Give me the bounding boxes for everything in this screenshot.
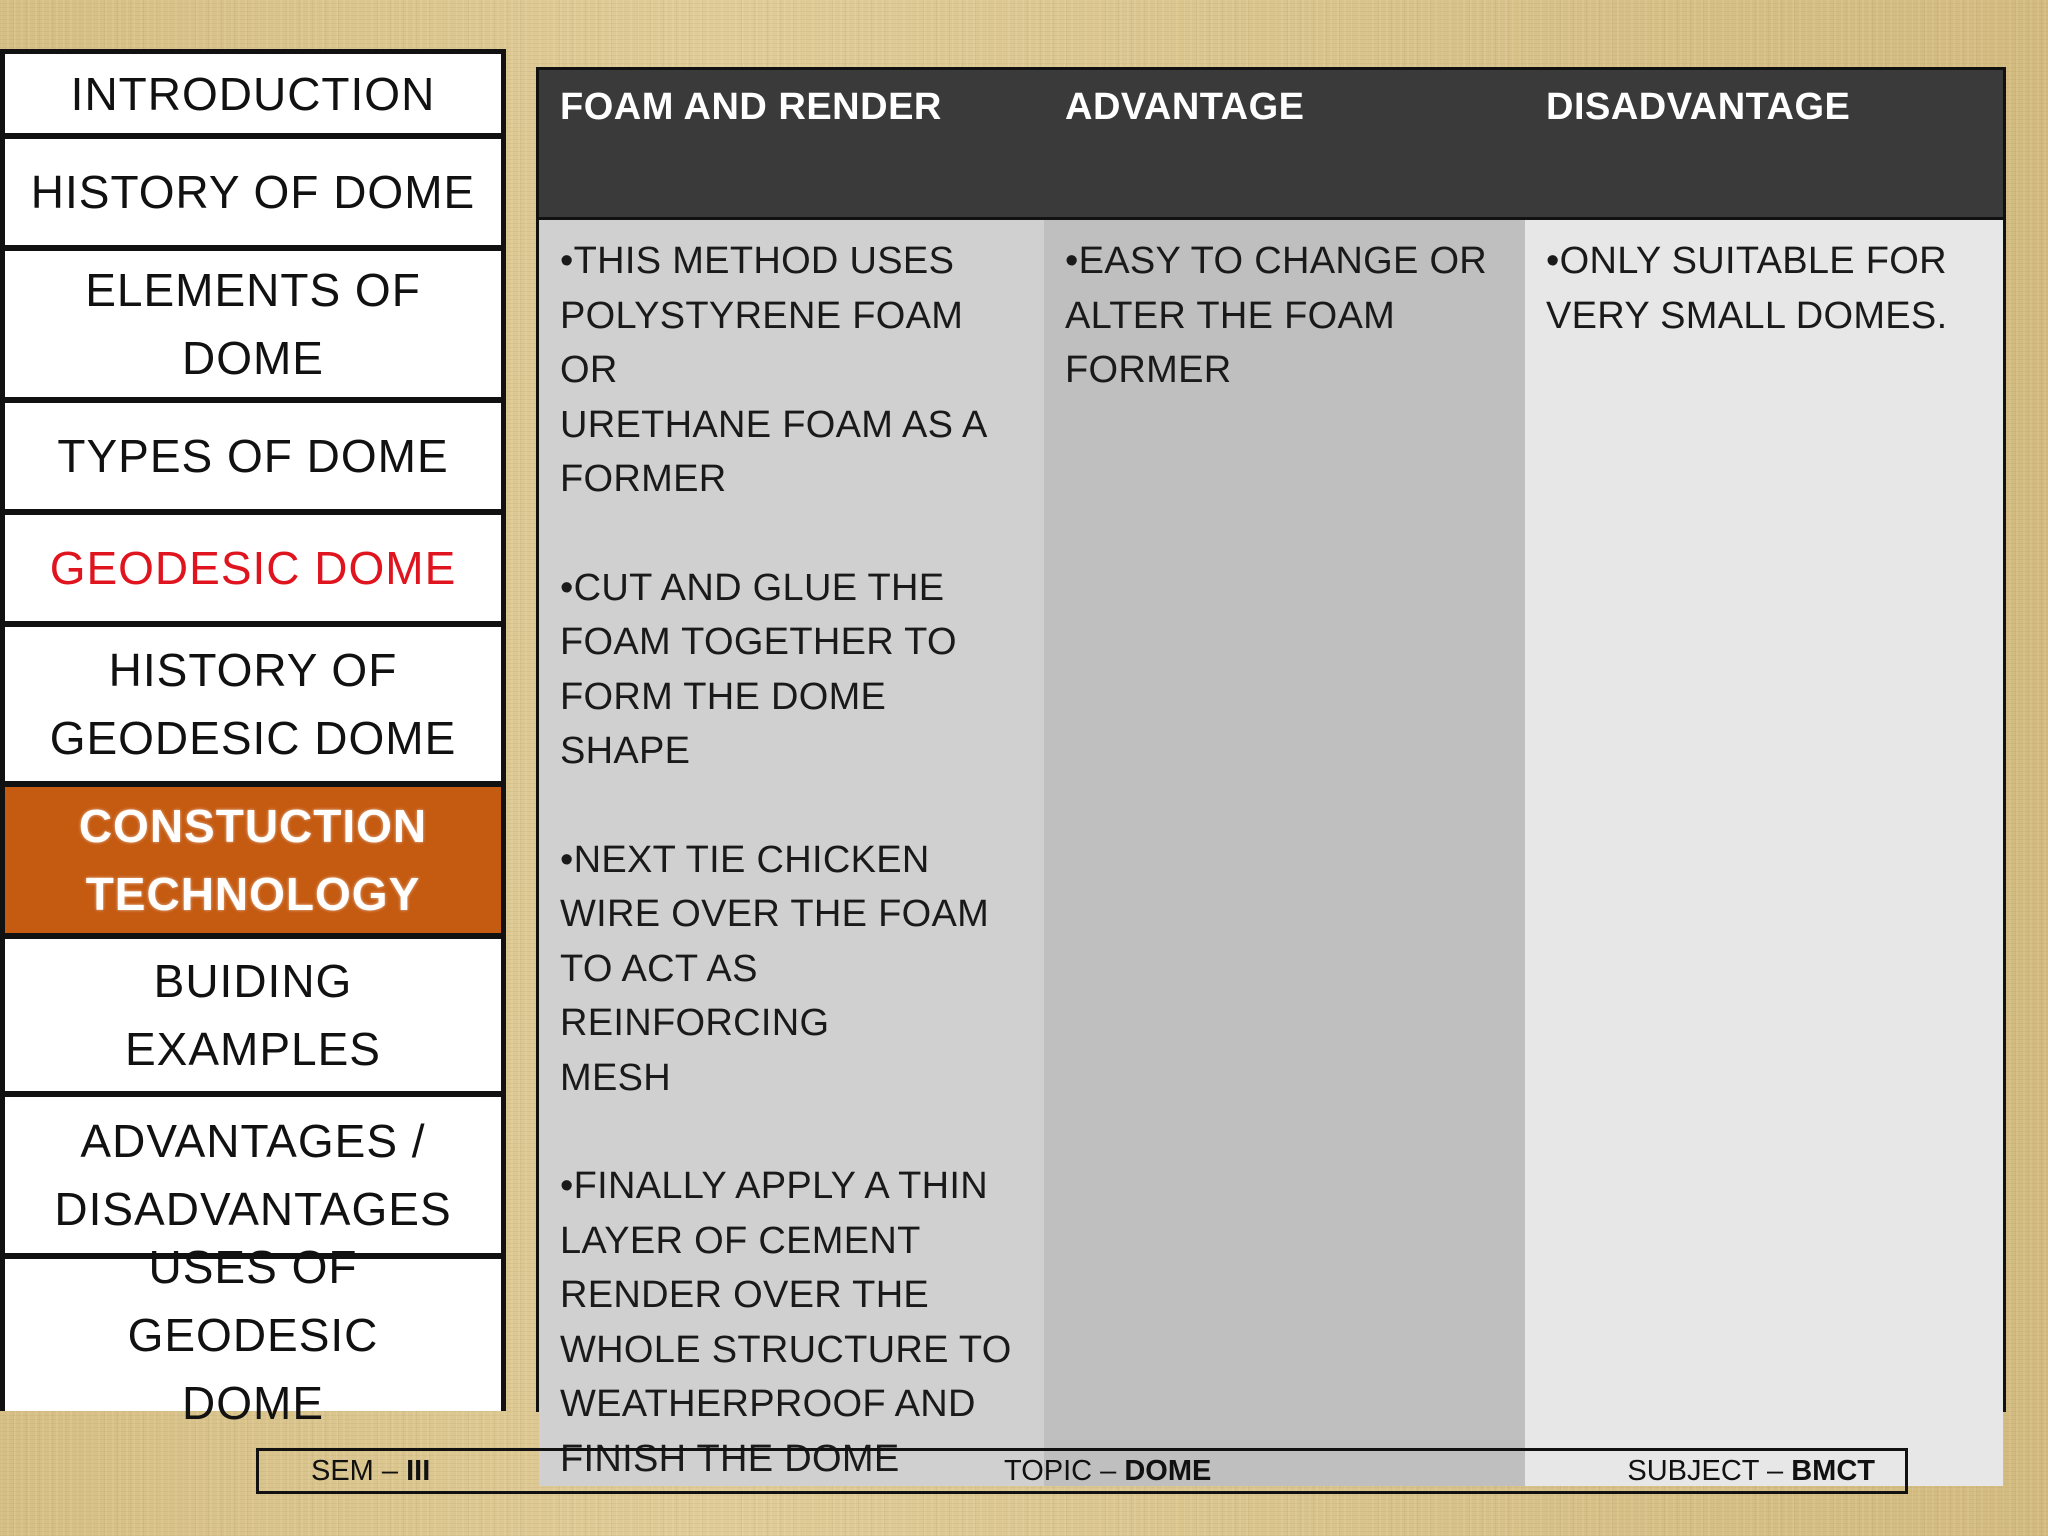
- sidebar-item-buiding-examples[interactable]: [5, 939, 501, 1097]
- bullet-line: •CUT AND GLUE THE: [560, 566, 945, 609]
- bullet-line: FORMER: [1065, 349, 1232, 391]
- bullet-line: VERY SMALL DOMES.: [1546, 294, 1948, 337]
- sidebar-item-label: ELEMENTS OF: [85, 264, 421, 316]
- header-foam-and-render: FOAM AND RENDER: [539, 70, 1044, 220]
- bullet-line: WIRE OVER THE FOAM: [560, 893, 990, 935]
- bullet-line: MESH: [560, 1056, 671, 1099]
- sidebar-item-text: [50, 534, 457, 602]
- sidebar-item-text: [31, 158, 475, 226]
- sidebar-item-label: GEODESIC DOME: [49, 712, 457, 764]
- bullet-line: •NEXT TIE CHICKEN: [560, 838, 930, 881]
- sidebar-item-history-of-geodesic-dome[interactable]: [5, 627, 501, 787]
- sidebar-item-geodesic-dome[interactable]: [5, 515, 501, 627]
- sidebar-item-introduction[interactable]: [5, 54, 501, 139]
- bullet-line: WEATHERPROOF AND: [560, 1383, 976, 1425]
- bullet-line: URETHANE FOAM AS A: [560, 403, 988, 446]
- sidebar-item-label: USES OF GEODESIC: [127, 1241, 379, 1361]
- sidebar-item-text: [79, 792, 427, 928]
- bullet-line: TO ACT AS REINFORCING: [560, 947, 830, 1044]
- bullet-item: [560, 561, 1026, 779]
- sidebar-item-label: GEODESIC DOME: [49, 542, 457, 594]
- bullet-line: FINISH THE DOME: [560, 1437, 900, 1480]
- header-disadvantage: DISADVANTAGE: [1525, 70, 2003, 220]
- bullet-line: FORM THE DOME SHAPE: [560, 675, 887, 772]
- sidebar-item-text: [85, 256, 421, 392]
- bullet-line: •ONLY SUITABLE FOR: [1546, 240, 1947, 282]
- disadvantage-column: [1525, 220, 2003, 1486]
- sidebar-item-text: [125, 947, 381, 1083]
- sidebar-item-label: EXAMPLES: [125, 1023, 381, 1075]
- footer-subject: SUBJECT – BMCT: [1627, 1455, 1875, 1487]
- sidebar-item-label: CONSTUCTION: [78, 800, 428, 852]
- sidebar-item-text: [71, 60, 436, 128]
- sidebar-item-elements-of-dome[interactable]: [5, 251, 501, 403]
- bullet-line: POLYSTYRENE FOAM OR: [560, 294, 964, 391]
- slide-footer: [256, 1448, 1908, 1494]
- sidebar-item-label: DISADVANTAGES: [54, 1183, 452, 1235]
- sidebar-item-label: BUIDING: [153, 955, 353, 1007]
- bullet-line: FOAM TOGETHER TO: [560, 621, 957, 663]
- sidebar-item-uses-of-geodesic-dome[interactable]: [5, 1241, 501, 1429]
- bullet-line: RENDER OVER THE: [560, 1274, 930, 1316]
- bullet-item: [560, 1159, 1026, 1486]
- sidebar-item-text: [54, 1107, 451, 1243]
- bullet-line: •THIS METHOD USES: [560, 240, 955, 282]
- sidebar-item-label: HISTORY OF: [108, 644, 398, 696]
- sidebar-item-label: INTRODUCTION: [70, 67, 436, 120]
- sidebar-item-text: [21, 1233, 485, 1437]
- footer-topic: TOPIC – DOME: [1004, 1455, 1212, 1487]
- sidebar-item-label: HISTORY OF DOME: [30, 166, 476, 218]
- sidebar-item-types-of-dome[interactable]: [5, 403, 501, 515]
- topic-sidebar: [0, 49, 506, 1429]
- bullet-line: •FINALLY APPLY A THIN: [560, 1165, 988, 1207]
- bullet-line: •EASY TO CHANGE OR: [1065, 240, 1488, 282]
- advantage-column: [1044, 220, 1525, 1486]
- header-advantage: ADVANTAGE: [1044, 70, 1525, 220]
- bullet-line: ALTER THE FOAM: [1065, 294, 1396, 337]
- sidebar-item-history-of-dome[interactable]: [5, 139, 501, 251]
- sidebar-item-label: TYPES OF DOME: [57, 430, 449, 482]
- sidebar-item-label: DOME: [181, 332, 324, 384]
- bullet-line: LAYER OF CEMENT: [560, 1219, 921, 1262]
- sidebar-item-constuction-technology[interactable]: [5, 787, 501, 939]
- footer-semester: SEM – III: [311, 1455, 431, 1487]
- bullet-item: [560, 833, 1026, 1106]
- bullet-line: FORMER: [560, 458, 727, 500]
- bullet-line: WHOLE STRUCTURE TO: [560, 1328, 1012, 1371]
- bullet-item: [1546, 234, 1985, 343]
- sidebar-item-label: DOME: [182, 1377, 324, 1429]
- bullet-item: [1065, 234, 1507, 398]
- bullet-item: [560, 234, 1026, 507]
- method-column: [539, 220, 1044, 1486]
- sidebar-item-text: [50, 636, 457, 772]
- sidebar-item-label: TECHNOLOGY: [85, 868, 421, 920]
- sidebar-item-label: ADVANTAGES /: [80, 1115, 426, 1167]
- sidebar-item-text: [57, 422, 448, 490]
